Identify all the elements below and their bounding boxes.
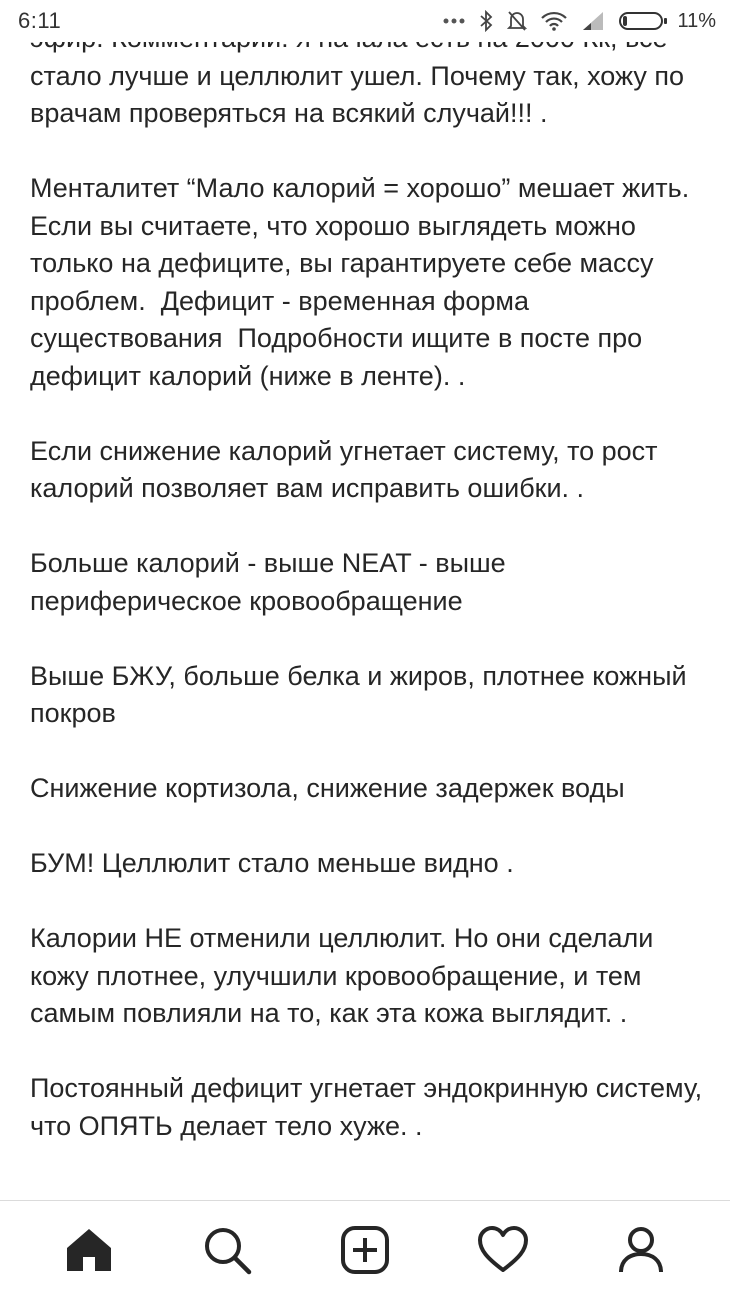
caption-paragraph-4: Больше калорий - выше NEAT - выше периферическое кровообращение [30,548,514,616]
status-time: 6:11 [18,8,62,33]
caption-paragraph-6: Снижение кортизола, снижение задержек воды [30,773,625,803]
status-right [443,10,716,33]
heart-icon [477,1224,529,1276]
nav-search-button[interactable] [187,1210,267,1290]
caption-paragraph-2: Менталитет “Мало калорий = хорошо” мешает жить. Если вы считаете, что хорошо выглядеть можно только на дефиците, вы гарантируете себе массу проблем. Дефицит - временная форма существования Подробности ищите в посте про дефицит калорий (ниже в ленте). . [30,173,697,391]
signal-icon [581,11,605,31]
caption-paragraph-7: БУМ! Целлюлит стало меньше видно . [30,848,514,878]
post-caption [30,20,710,1183]
battery-icon [619,12,663,30]
status-bar [0,0,730,42]
caption-paragraph-9: Постоянный дефицит угнетает эндокринную систему, что ОПЯТЬ делает тело хуже. . [30,1073,710,1141]
caption-paragraph-3: Если снижение калорий угнетает систему, то рост калорий позволяет вам исправить ошибки. . [30,435,666,503]
search-icon [201,1224,253,1276]
home-icon [63,1224,115,1276]
nav-activity-button[interactable] [463,1210,543,1290]
dots-icon [443,17,465,25]
caption-paragraph-5: Выше БЖУ, больше белка и жиров, плотнее кожный покров [30,660,695,728]
nav-profile-button[interactable] [601,1210,681,1290]
bottom-nav [0,1200,730,1298]
bluetooth-icon [479,10,493,32]
profile-icon [615,1224,667,1276]
caption-paragraph-8: Калории НЕ отменили целлюлит. Но они сделали кожу плотнее, улучшили кровообращение, и тем самым повлияли на то, как эта кожа выглядит. . [30,923,661,1028]
mute-icon [507,10,527,32]
wifi-icon [541,11,567,31]
status-icons [443,10,605,32]
nav-add-post-button[interactable] [325,1210,405,1290]
nav-home-button[interactable] [49,1210,129,1290]
battery-percent: 11% [677,9,716,32]
add-post-icon [339,1224,391,1276]
caption-paragraph-1: стало лучше и целлюлит ушел. Почему так, хожу по врачам проверяться на всякий случай!!! . [30,60,685,128]
